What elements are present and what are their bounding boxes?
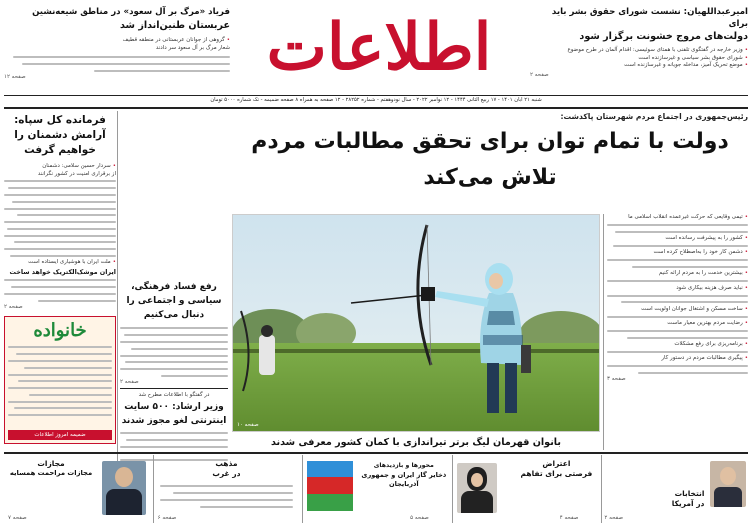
portrait-placeholder bbox=[102, 461, 146, 515]
text-lines bbox=[607, 328, 748, 342]
bullet-icon bbox=[111, 163, 116, 169]
page-ref: صفحه ۲ bbox=[120, 379, 139, 386]
right-bullet-8: • پیگیری مطالبات مردم در دستور کار bbox=[607, 355, 748, 363]
bullet-icon bbox=[743, 62, 748, 68]
page-ref: صفحه ۷ bbox=[8, 515, 27, 521]
right-column bbox=[607, 214, 748, 450]
flag-iran-azerbaijan bbox=[307, 461, 353, 511]
bullet-icon bbox=[743, 270, 748, 276]
bullet-icon bbox=[743, 249, 748, 255]
middle-story-1-headline[interactable]: رفع فساد فرهنگی، سیاسی و اجتماعی را دنبال می‌کنیم bbox=[126, 282, 222, 320]
text-lines bbox=[160, 483, 294, 510]
bullet-icon bbox=[743, 214, 748, 220]
top-left-bullet-1: • گروهی از جوانان عربستانی در منطقه قطیف bbox=[4, 37, 230, 45]
text-lines bbox=[8, 344, 112, 419]
top-left-headline-2: عربستان طنین‌انداز شد bbox=[120, 20, 230, 31]
main-story-header[interactable] bbox=[232, 111, 748, 213]
top-left-bullet-2: شعار مرگ بر آل سعود سر دادند bbox=[155, 44, 230, 51]
family-logo: خانواده bbox=[33, 320, 87, 341]
bottom-item-1[interactable] bbox=[601, 455, 748, 523]
bottom-rule bbox=[4, 452, 748, 454]
bottom-item-title: ذخایر گاز ایران و جمهوری آذربایجان bbox=[361, 471, 447, 488]
top-right-bullet-1: • وزیر خارجه در گفتگوی تلفنی با همتای سوئیسی: اقدام آلمان در طرح موضوع bbox=[530, 47, 748, 55]
bullet-icon bbox=[225, 37, 230, 43]
page-ref: صفحه ۲ bbox=[4, 304, 23, 310]
bottom-item-2[interactable] bbox=[452, 455, 599, 523]
bullet-icon bbox=[743, 47, 748, 53]
middle-story-2-headline[interactable]: وزیر ارشاد: ۵۰۰ سایت اینترنتی لغو مجوز شدند bbox=[121, 401, 227, 426]
bottom-item-4[interactable] bbox=[153, 455, 300, 523]
bottom-item-kicker: اعتراض bbox=[542, 459, 571, 468]
left-column bbox=[4, 111, 116, 509]
bullet-icon bbox=[743, 320, 748, 326]
portrait-placeholder bbox=[457, 463, 497, 513]
main-kicker: رئیس‌جمهوری در اجتماع مردم شهرستان پاکدشت: bbox=[560, 112, 748, 121]
story-divider bbox=[120, 388, 228, 389]
photo-page-ref: صفحه ۱۰ bbox=[237, 422, 259, 428]
main-photo[interactable] bbox=[232, 214, 600, 432]
bottom-item-kicker: مذهب bbox=[215, 459, 238, 468]
page-ref: صفحه ۴ bbox=[559, 515, 579, 521]
page-ref: صفحه ۱۲ bbox=[4, 74, 26, 81]
right-bullet-2: • دشمن کار خود را به‌اصطلاح کرده است bbox=[607, 249, 748, 257]
left-bullet-1: • سردار حسین سلامی: دشمنان bbox=[4, 163, 116, 171]
main-headline-line-2: تلاش می‌کند bbox=[423, 165, 557, 190]
newspaper-logo: اطلاعات bbox=[266, 10, 492, 85]
right-bullet-5: • ساخت مسکن و اشتغال جوانان اولویت است bbox=[607, 306, 748, 314]
page-ref: صفحه ۲ bbox=[604, 515, 624, 521]
bullet-icon bbox=[111, 259, 116, 265]
right-lead: • تیمی وقایعی که حرکت غیرعمده انقلاب اسلامی ما bbox=[607, 214, 748, 222]
text-lines bbox=[607, 222, 748, 236]
masthead-rule-bottom bbox=[4, 107, 748, 109]
left-bullet-2: از برقراری امنیت در کشور نگرانند bbox=[37, 170, 116, 177]
text-lines bbox=[607, 257, 748, 271]
text-lines bbox=[607, 278, 748, 285]
top-left-headline-1: فریاد «مرگ بر آل سعود» در مناطق شیعه‌نشین bbox=[32, 7, 230, 17]
left-headline[interactable]: فرمانده کل سپاه: آرامش دشمنان را خواهیم گرفت bbox=[14, 114, 106, 156]
top-right-bullet-2: • شورای حقوق بشر سیاسی و غیرسازنده است bbox=[530, 55, 748, 63]
bullet-icon bbox=[743, 355, 748, 361]
left-bullet-3: • ملت ایران با هوشیاری ایستاده است bbox=[4, 259, 116, 267]
bottom-item-5[interactable] bbox=[4, 455, 150, 523]
photo-caption[interactable]: بانوان قهرمان لیگ برتر تیراندازی با کمان کشور معرفی شدند bbox=[271, 437, 561, 448]
page-ref: صفحه ۶ bbox=[157, 515, 177, 521]
text-lines bbox=[607, 292, 748, 306]
bottom-strip bbox=[4, 455, 748, 523]
bullet-icon bbox=[743, 235, 748, 241]
bullet-icon bbox=[743, 341, 748, 347]
top-right-story[interactable] bbox=[530, 6, 748, 92]
page-ref: صفحه ۵ bbox=[410, 515, 429, 521]
family-badge: ضمیمه امروز اطلاعات bbox=[8, 430, 112, 440]
family-supplement-box[interactable] bbox=[4, 316, 116, 444]
page-ref: صفحه ۳ bbox=[607, 376, 626, 383]
top-right-bullet-3: • موضع تحریک آمیز، مداخله جویانه و غیرسازنده است bbox=[530, 62, 748, 70]
column-divider bbox=[603, 214, 604, 450]
text-lines bbox=[120, 325, 228, 379]
text-lines bbox=[4, 178, 116, 259]
bottom-item-3[interactable] bbox=[302, 455, 449, 523]
top-left-story[interactable] bbox=[4, 6, 230, 92]
bullet-icon bbox=[743, 55, 748, 61]
bottom-item-kicker: انتخابات bbox=[674, 489, 705, 498]
text-lines bbox=[4, 277, 116, 304]
bullet-icon bbox=[743, 285, 748, 291]
bottom-item-title: در غرب bbox=[212, 469, 241, 478]
bottom-item-kicker: محورها و بازدیدهای bbox=[373, 462, 434, 469]
dateline: شنبه ۲۱ آبان ۱۴۰۱ - ۱۷ ربیع الثانی ۱۴۴۴ - ۱۲ نوامبر ۲۰۲۲ - سال نودوهفتم - شماره ۲۸۲۵۲ - ۱۲ صفحه به همراه ۸ صفحه ضمیمه - تک شماره ۵۰۰۰ تومان bbox=[210, 97, 542, 103]
bottom-item-title: مجازات مراحمت همسایه bbox=[9, 469, 93, 477]
text-lines bbox=[607, 313, 748, 320]
portrait-placeholder bbox=[710, 461, 746, 507]
right-bullet-1: • کشور را به پیشرفت رسانده است bbox=[607, 235, 748, 243]
archery-photo bbox=[232, 215, 599, 432]
right-bullet-7: • برنامه‌ریزی برای رفع مشکلات bbox=[607, 341, 748, 349]
page-ref: صفحه ۲ bbox=[530, 71, 549, 78]
main-headline-line-1: دولت با تمام توان برای تحقق مطالبات مردم bbox=[251, 129, 729, 154]
bottom-item-title: در آمریکا bbox=[671, 499, 705, 508]
masthead-rule bbox=[4, 95, 748, 96]
right-bullet-6: • رضایت مردم بهترین معیار ماست bbox=[607, 320, 748, 328]
right-bullet-4: • نباید صرف هزینه بیکاری شود bbox=[607, 285, 748, 293]
column-divider bbox=[117, 111, 118, 509]
top-right-headline: دولت‌های مروج خشونت برگزار شود bbox=[579, 31, 748, 42]
top-right-kicker: امیرعبداللهیان: نشست شورای حقوق بشر باید برای bbox=[551, 7, 748, 29]
middle-story-2-kicker: در گفتگو با اطلاعات مطرح شد bbox=[138, 392, 210, 399]
bullet-icon bbox=[743, 306, 748, 312]
text-lines bbox=[607, 363, 748, 377]
left-highlight: ایران موشک‌الکتریک خواهد ساخت bbox=[9, 267, 116, 276]
bottom-item-kicker: مجازات bbox=[37, 459, 65, 468]
masthead bbox=[0, 0, 752, 110]
text-lines bbox=[4, 54, 230, 74]
bottom-item-title: فرصتی برای تفاهم bbox=[520, 469, 593, 478]
right-bullet-3: • بیشترین خدمت را به مردم ارائه کنیم bbox=[607, 270, 748, 278]
